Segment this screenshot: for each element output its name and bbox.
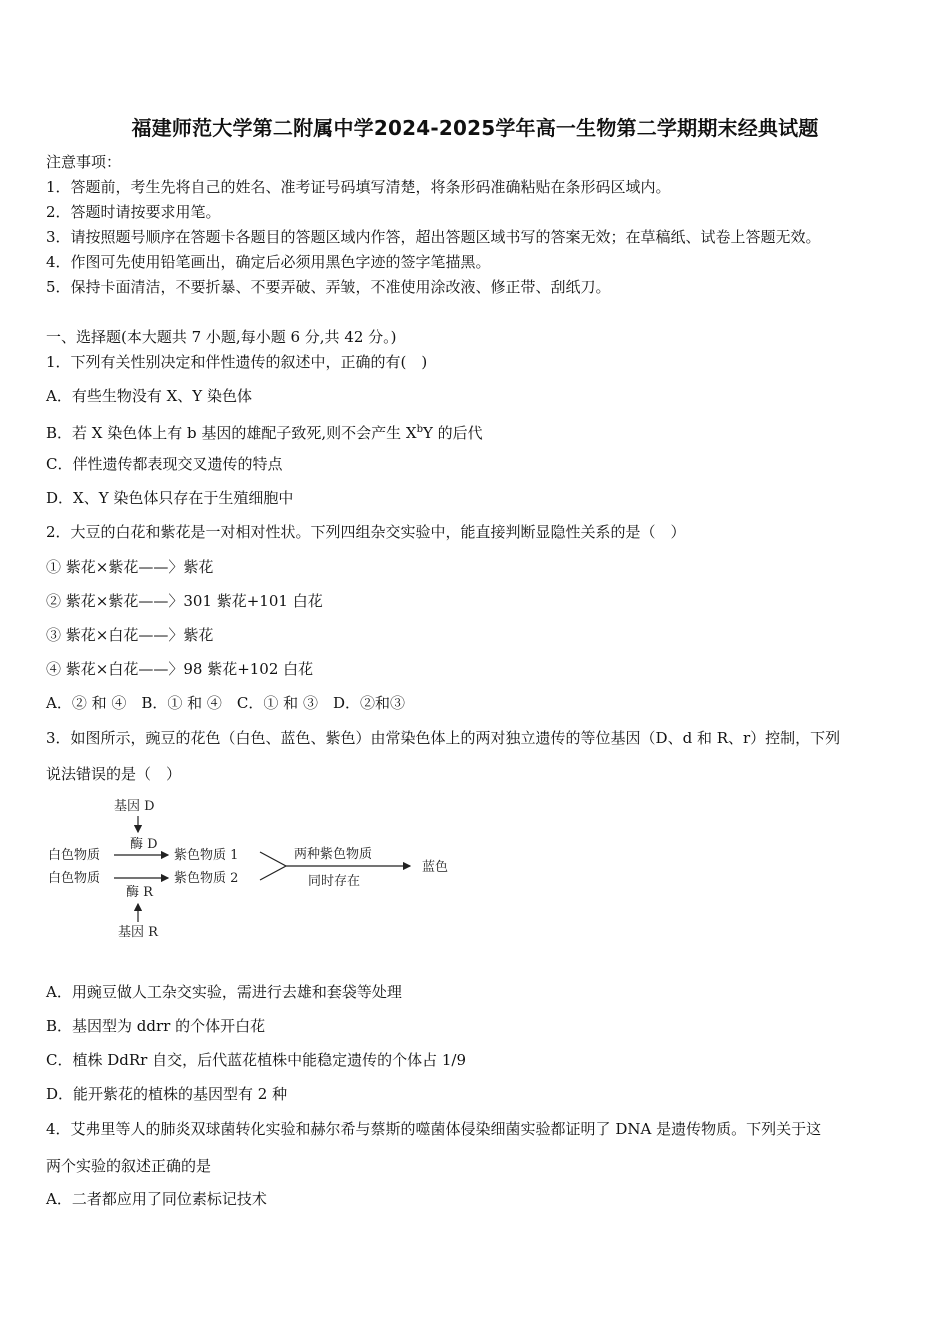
page-title: 福建师范大学第二附属中学2024-2025学年高一生物第二学期期末经典试题 — [131, 116, 819, 140]
notice-item: 3．请按照题号顺序在答题卡各题目的答题区域内作答，超出答题区域书写的答案无效；在草稿纸、试卷上答题无效。 — [46, 228, 821, 246]
q1-option-b-superscript: b — [416, 424, 423, 435]
q1-option-a: A．有些生物没有 X、Y 染色体 — [46, 387, 252, 405]
notice-item: 5．保持卡面清洁，不要折暴、不要弄破、弄皱，不准使用涂改液、修正带、刮纸刀。 — [46, 278, 611, 296]
coexist-label: 同时存在 — [308, 874, 361, 889]
notice-item: 1．答题前，考生先将自己的姓名、准考证号码填写清楚，将条形码准确粘贴在条形码区域内。 — [46, 178, 671, 196]
notice-heading: 注意事项： — [46, 153, 122, 171]
two-purple-label: 两种紫色物质 — [294, 847, 373, 862]
purple-substance-1: 紫色物质 1 — [174, 848, 239, 863]
question-2-stem: 2．大豆的白花和紫花是一对相对性状。下列四组杂交实验中，能直接判断显隐性关系的是（ ） — [46, 523, 686, 541]
q1-option-d: D．X、Y 染色体只存在于生殖细胞中 — [46, 489, 294, 507]
white-substance-2: 白色物质 — [48, 871, 101, 886]
q3-option-c: C．植株 DdRr 自交，后代蓝花植株中能稳定遗传的个体占 1/9 — [46, 1051, 467, 1069]
white-substance-1: 白色物质 — [48, 848, 101, 863]
gene-r-label: 基因 R — [118, 925, 158, 940]
enzyme-d-label: 酶 D — [130, 837, 158, 852]
notice-item: 2．答题时请按要求用笔。 — [46, 203, 221, 221]
notice-item: 4．作图可先使用铅笔画出，确定后必须用黑色字迹的签字笔描黑。 — [46, 253, 491, 271]
enzyme-r-label: 酶 R — [126, 885, 153, 900]
q3-option-b: B．基因型为 ddrr 的个体开白花 — [46, 1017, 266, 1035]
q1-option-b-text: B．若 X 染色体上有 b 基因的雄配子致死,则不会产生 X — [46, 424, 417, 442]
q1-option-b — [46, 420, 483, 443]
q2-cross-3: ③ 紫花×白花——〉紫花 — [46, 626, 214, 644]
q1-option-b-tail: Y 的后代 — [423, 424, 483, 442]
blue-label: 蓝色 — [422, 860, 449, 875]
merge-bracket — [260, 852, 286, 880]
q2-cross-4: ④ 紫花×白花——〉98 紫花+102 白花 — [46, 660, 314, 678]
q4-option-a: A．二者都应用了同位素标记技术 — [46, 1190, 267, 1208]
question-3-stem: 3．如图所示，豌豆的花色（白色、蓝色、紫色）由常染色体上的两对独立遗传的等位基因（D、d 和 R、r）控制，下列 — [46, 729, 841, 747]
question-4-stem-cont: 两个实验的叙述正确的是 — [46, 1157, 212, 1175]
q2-options: A．② 和 ④ B．① 和 ④ C．① 和 ③ D．②和③ — [46, 694, 405, 712]
question-4-stem: 4．艾弗里等人的肺炎双球菌转化实验和赫尔希与蔡斯的噬菌体侵染细菌实验都证明了 DNA 是遗传物质。下列关于这 — [46, 1120, 822, 1138]
question-1-stem: 1．下列有关性别决定和伴性遗传的叙述中，正确的有( ) — [46, 353, 428, 371]
q1-option-c: C．伴性遗传都表现交叉遗传的特点 — [46, 455, 283, 473]
section-heading: 一、选择题(本大题共 7 小题,每小题 6 分,共 42 分。) — [46, 328, 397, 346]
flower-color-pathway-diagram — [46, 792, 466, 942]
question-3-stem-cont: 说法错误的是（ ） — [46, 765, 182, 783]
gene-d-label: 基因 D — [114, 799, 155, 814]
q2-cross-2: ② 紫花×紫花——〉301 紫花+101 白花 — [46, 592, 323, 610]
q3-option-a: A．用豌豆做人工杂交实验，需进行去雄和套袋等处理 — [46, 983, 402, 1001]
q3-option-d: D．能开紫花的植株的基因型有 2 种 — [46, 1085, 288, 1103]
q2-cross-1: ① 紫花×紫花——〉紫花 — [46, 558, 214, 576]
purple-substance-2: 紫色物质 2 — [174, 871, 239, 886]
